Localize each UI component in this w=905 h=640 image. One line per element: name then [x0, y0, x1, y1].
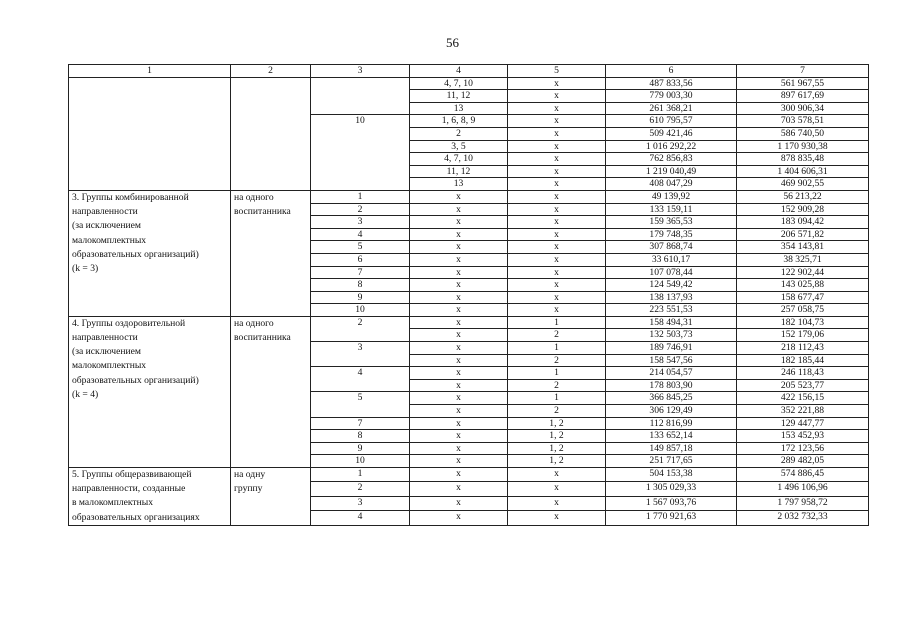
cell-c4: x — [410, 342, 508, 355]
cell-c6: 307 868,74 — [606, 241, 737, 254]
cell-c4: x — [410, 203, 508, 216]
cell-c5: x — [508, 291, 606, 304]
cell-c4: x — [410, 468, 508, 482]
column-header: 7 — [737, 65, 869, 78]
cell-c7: 422 156,15 — [737, 392, 869, 405]
column-header: 5 — [508, 65, 606, 78]
cell-c4: x — [410, 392, 508, 405]
cell-c6: 408 047,29 — [606, 178, 737, 191]
cell-c3: 7 — [311, 417, 410, 430]
cell-c3: 5 — [311, 392, 410, 417]
cell-c5: 1 — [508, 316, 606, 329]
cell-c6: 107 078,44 — [606, 266, 737, 279]
cell-c5: x — [508, 216, 606, 229]
section-title-line: направленности — [72, 332, 138, 344]
cell-c5: x — [508, 165, 606, 178]
cell-c5: 2 — [508, 354, 606, 367]
section-title — [69, 316, 231, 467]
cell-c7: 257 058,75 — [737, 304, 869, 317]
cell-c5: x — [508, 228, 606, 241]
cell-c4: x — [410, 316, 508, 329]
cell-c4: x — [410, 367, 508, 380]
table-row — [69, 77, 869, 90]
cell-c6: 251 717,65 — [606, 455, 737, 468]
cell-c4: 13 — [410, 178, 508, 191]
section-unit-line: на одного — [234, 317, 274, 329]
cell-c7: 561 967,55 — [737, 77, 869, 90]
cell-c7: 206 571,82 — [737, 228, 869, 241]
section-title-line: образовательных организаций) — [72, 248, 199, 260]
cell-c6: 1 567 093,76 — [606, 496, 737, 510]
cell-c3: 10 — [311, 455, 410, 468]
section-unit-line: на одного — [234, 191, 274, 203]
cell-c5: x — [508, 190, 606, 203]
cell-c6: 149 857,18 — [606, 442, 737, 455]
continuation-col2 — [231, 77, 311, 190]
cell-c5: 1, 2 — [508, 455, 606, 468]
cell-c4: x — [410, 417, 508, 430]
cell-c7: 586 740,50 — [737, 127, 869, 140]
cell-c6: 189 746,91 — [606, 342, 737, 355]
cell-c3: 4 — [311, 511, 410, 525]
cell-c4: x — [410, 253, 508, 266]
cell-c6: 1 770 921,63 — [606, 511, 737, 525]
cell-c7: 878 835,48 — [737, 153, 869, 166]
cell-c6: 178 803,90 — [606, 379, 737, 392]
cell-c4: x — [410, 442, 508, 455]
cell-c3: 4 — [311, 367, 410, 392]
section-unit-line: на одну — [234, 469, 266, 480]
cell-c6: 504 153,38 — [606, 468, 737, 482]
cell-c4: x — [410, 496, 508, 510]
section-title-line: (k = 3) — [72, 262, 99, 274]
cell-c5: 2 — [508, 329, 606, 342]
cell-c5: 1 — [508, 367, 606, 380]
cell-c7: 183 094,42 — [737, 216, 869, 229]
cell-c5: 1, 2 — [508, 430, 606, 443]
cell-c3: 1 — [311, 468, 410, 482]
cell-c5: x — [508, 279, 606, 292]
cell-c4: 4, 7, 10 — [410, 77, 508, 90]
table-row — [69, 190, 869, 203]
cell-c3: 2 — [311, 203, 410, 216]
section-unit — [231, 190, 311, 316]
section-title-line: направленности — [72, 206, 138, 218]
cell-c3: 3 — [311, 342, 410, 367]
cell-c7: 158 677,47 — [737, 291, 869, 304]
cell-c3: 8 — [311, 279, 410, 292]
table-row — [69, 468, 869, 482]
cell-c7: 1 496 106,96 — [737, 482, 869, 496]
cell-c6: 133 652,14 — [606, 430, 737, 443]
cell-c6: 124 549,42 — [606, 279, 737, 292]
cell-c3: 5 — [311, 241, 410, 254]
rates-table — [68, 64, 869, 526]
cell-c6: 509 421,46 — [606, 127, 737, 140]
cell-c3: 10 — [311, 304, 410, 317]
cell-c5: x — [508, 102, 606, 115]
cell-c7: 246 118,43 — [737, 367, 869, 380]
cell-c4: x — [410, 291, 508, 304]
section-title-line: в малокомплектных — [72, 497, 154, 509]
section-title — [69, 190, 231, 316]
cell-c7: 152 909,28 — [737, 203, 869, 216]
cell-c6: 306 129,49 — [606, 405, 737, 418]
cell-c3: 4 — [311, 228, 410, 241]
cell-c4: 2 — [410, 127, 508, 140]
cell-c3: 9 — [311, 442, 410, 455]
cell-c4: x — [410, 190, 508, 203]
cell-c6: 1 016 292,22 — [606, 140, 737, 153]
cell-c5: 2 — [508, 379, 606, 392]
cell-c4: 4, 7, 10 — [410, 153, 508, 166]
section-unit — [231, 316, 311, 467]
cell-c3: 3 — [311, 496, 410, 510]
cell-c4: x — [410, 379, 508, 392]
cell-c5: x — [508, 140, 606, 153]
cell-c3: 6 — [311, 253, 410, 266]
cell-c6: 779 003,30 — [606, 90, 737, 103]
column-header: 4 — [410, 65, 508, 78]
cell-c6: 112 816,99 — [606, 417, 737, 430]
cell-c5: 1 — [508, 392, 606, 405]
cell-c7: 182 104,73 — [737, 316, 869, 329]
cell-c4: 1, 6, 8, 9 — [410, 115, 508, 128]
cell-c3: 7 — [311, 266, 410, 279]
continuation-col3 — [311, 77, 410, 115]
cell-c7: 2 032 732,33 — [737, 511, 869, 525]
cell-c6: 223 551,53 — [606, 304, 737, 317]
cell-c7: 300 906,34 — [737, 102, 869, 115]
cell-c7: 218 112,43 — [737, 342, 869, 355]
cell-c4: 13 — [410, 102, 508, 115]
cell-c5: x — [508, 468, 606, 482]
cell-c7: 469 902,55 — [737, 178, 869, 191]
cell-c5: x — [508, 482, 606, 496]
cell-c7: 152 179,06 — [737, 329, 869, 342]
cell-c6: 138 137,93 — [606, 291, 737, 304]
cell-c5: 1, 2 — [508, 417, 606, 430]
cell-c7: 354 143,81 — [737, 241, 869, 254]
cell-c5: x — [508, 77, 606, 90]
cell-c5: x — [508, 241, 606, 254]
cell-c5: x — [508, 266, 606, 279]
cell-c7: 1 797 958,72 — [737, 496, 869, 510]
section-title-line: образовательных организаций) — [72, 374, 199, 386]
cell-c3: 1 — [311, 190, 410, 203]
cell-c5: x — [508, 90, 606, 103]
column-header: 3 — [311, 65, 410, 78]
cell-c6: 179 748,35 — [606, 228, 737, 241]
cell-c4: x — [410, 430, 508, 443]
cell-c7: 897 617,69 — [737, 90, 869, 103]
section-title-line: малокомплектных — [72, 234, 147, 246]
cell-c6: 159 365,53 — [606, 216, 737, 229]
cell-c5: 2 — [508, 405, 606, 418]
section-unit-line: воспитанника — [234, 206, 291, 218]
cell-c6: 487 833,56 — [606, 77, 737, 90]
section-title-line: 3. Группы комбинированной — [72, 191, 189, 203]
cell-c5: x — [508, 178, 606, 191]
cell-c4: 3, 5 — [410, 140, 508, 153]
section-unit — [231, 468, 311, 526]
cell-c4: x — [410, 354, 508, 367]
section-title-line: (за исключением — [72, 346, 141, 358]
column-header: 6 — [606, 65, 737, 78]
table-row — [69, 316, 869, 329]
cell-c5: 1 — [508, 342, 606, 355]
cell-c5: x — [508, 253, 606, 266]
cell-c6: 132 503,73 — [606, 329, 737, 342]
cell-c7: 352 221,88 — [737, 405, 869, 418]
cell-c7: 129 447,77 — [737, 417, 869, 430]
cell-c5: x — [508, 304, 606, 317]
cell-c4: x — [410, 511, 508, 525]
group-number: 10 — [311, 115, 410, 191]
cell-c7: 182 185,44 — [737, 354, 869, 367]
cell-c5: x — [508, 496, 606, 510]
cell-c6: 33 610,17 — [606, 253, 737, 266]
cell-c6: 1 219 040,49 — [606, 165, 737, 178]
cell-c6: 214 054,57 — [606, 367, 737, 380]
cell-c4: x — [410, 304, 508, 317]
cell-c7: 56 213,22 — [737, 190, 869, 203]
cell-c4: x — [410, 329, 508, 342]
cell-c6: 366 845,25 — [606, 392, 737, 405]
cell-c6: 158 547,56 — [606, 354, 737, 367]
rates-table-body — [69, 65, 869, 526]
cell-c3: 8 — [311, 430, 410, 443]
cell-c4: x — [410, 228, 508, 241]
cell-c7: 703 578,51 — [737, 115, 869, 128]
section-title-line: малокомплектных — [72, 360, 147, 372]
cell-c7: 1 170 930,38 — [737, 140, 869, 153]
cell-c5: x — [508, 203, 606, 216]
cell-c5: x — [508, 115, 606, 128]
table-header-row — [69, 65, 869, 78]
cell-c7: 574 886,45 — [737, 468, 869, 482]
cell-c6: 261 368,21 — [606, 102, 737, 115]
cell-c3: 2 — [311, 316, 410, 341]
cell-c4: x — [410, 241, 508, 254]
section-title-line: (за исключением — [72, 220, 141, 232]
cell-c6: 762 856,83 — [606, 153, 737, 166]
section-title-line: (k = 4) — [72, 388, 99, 400]
cell-c6: 610 795,57 — [606, 115, 737, 128]
cell-c7: 38 325,71 — [737, 253, 869, 266]
cell-c4: x — [410, 405, 508, 418]
cell-c3: 3 — [311, 216, 410, 229]
section-unit-line: группу — [234, 483, 263, 495]
cell-c4: x — [410, 455, 508, 468]
cell-c7: 205 523,77 — [737, 379, 869, 392]
cell-c3: 9 — [311, 291, 410, 304]
column-header: 1 — [69, 65, 231, 78]
cell-c5: 1, 2 — [508, 442, 606, 455]
cell-c7: 153 452,93 — [737, 430, 869, 443]
cell-c4: x — [410, 482, 508, 496]
continuation-col1 — [69, 77, 231, 190]
cell-c4: x — [410, 279, 508, 292]
cell-c7: 143 025,88 — [737, 279, 869, 292]
page-number: 56 — [446, 35, 459, 50]
cell-c5: x — [508, 127, 606, 140]
cell-c7: 122 902,44 — [737, 266, 869, 279]
section-title-line: 4. Группы оздоровительной — [72, 317, 186, 329]
section-unit-line: воспитанника — [234, 332, 291, 344]
cell-c6: 49 139,92 — [606, 190, 737, 203]
section-title-line: образовательных организациях — [72, 511, 200, 523]
section-title-line: направленности, созданные — [72, 483, 186, 495]
cell-c4: 11, 12 — [410, 165, 508, 178]
cell-c4: 11, 12 — [410, 90, 508, 103]
cell-c5: x — [508, 153, 606, 166]
cell-c7: 289 482,05 — [737, 455, 869, 468]
section-title — [69, 468, 231, 526]
column-header: 2 — [231, 65, 311, 78]
cell-c3: 2 — [311, 482, 410, 496]
cell-c4: x — [410, 216, 508, 229]
cell-c5: x — [508, 511, 606, 525]
cell-c7: 1 404 606,31 — [737, 165, 869, 178]
cell-c4: x — [410, 266, 508, 279]
cell-c7: 172 123,56 — [737, 442, 869, 455]
cell-c6: 1 305 029,33 — [606, 482, 737, 496]
cell-c6: 158 494,31 — [606, 316, 737, 329]
cell-c6: 133 159,11 — [606, 203, 737, 216]
section-title-line: 5. Группы общеразвивающей — [72, 469, 192, 480]
